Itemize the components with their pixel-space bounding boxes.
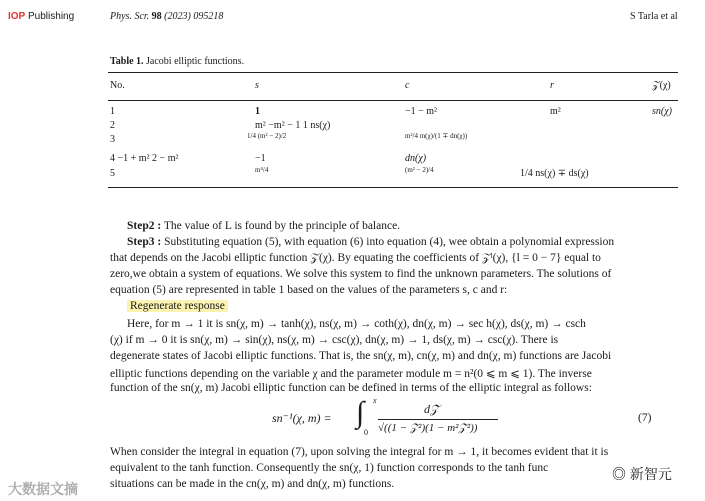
fraction-bar: [378, 419, 498, 420]
journal-name: Phys. Scr.: [110, 11, 150, 22]
table-cell-r: m²: [550, 106, 561, 117]
watermark-right: [608, 462, 676, 486]
text-line: that depends on the Jacobi elliptic function 𝒵(χ). By equating the coefficients of 𝒵ˡ(χ), {l = 0 − 7} equal to: [110, 252, 601, 264]
journal-volume: 98: [151, 11, 162, 22]
equation-number: (7): [638, 412, 652, 424]
equation-denominator: √((1 − 𝒵²)(1 − m²𝒵²)): [378, 422, 478, 434]
step2-label: Step2 :: [127, 220, 162, 232]
table-cell-c: −1 − m²: [405, 106, 438, 117]
watermark-right-text: 新智元: [629, 466, 672, 482]
journal-citation: [110, 11, 223, 22]
table-cell-c: dn(χ): [405, 153, 427, 164]
text-line: elliptic functions depending on the variable χ and the parameter module m = n²(0 ⩽ m ⩽ 1). The inverse: [110, 368, 592, 380]
journal-issue: (2023) 095218: [164, 11, 224, 22]
table-header-rule: [108, 100, 678, 101]
watermark-left: 大数据文摘: [8, 481, 78, 497]
table-cell-r: 1/4 ns(χ) ∓ ds(χ): [520, 168, 589, 179]
table-cell-no: 1: [110, 106, 115, 117]
text-line: equation (5) are represented in table 1 based on the values of the parameters s, c and r:: [110, 284, 508, 296]
table-cell-s: m² −m² − 1 1 ns(χ): [255, 120, 331, 131]
text-line: degenerate states of Jacobi elliptic functions. That is, the sn(χ, m), cn(χ, m) and dn(χ, m) functions are Jacobi: [110, 350, 612, 362]
step3-text: Substituting equation (5), with equation (6) into equation (4), wee obtain a polynomial expression: [161, 236, 615, 248]
text-line: function of the sn(χ, m) Jacobi elliptic function can be defined in terms of the elliptic integral as follows:: [110, 382, 592, 394]
table-cell-no: 5: [110, 168, 115, 179]
integral-upper-limit: x: [373, 396, 377, 405]
table-cell-s: −1: [255, 153, 266, 164]
table-cell-z: sn(χ): [652, 106, 672, 117]
regenerate-response-highlight: Regenerate response: [127, 300, 228, 312]
step2-text: The value of L is found by the principle of balance.: [161, 220, 401, 232]
text-line: situations can be made in the cn(χ, m) and dn(χ, m) functions.: [110, 478, 395, 490]
publisher-logo: [8, 11, 74, 22]
table-cell-s: m⁴/4: [255, 166, 269, 174]
table-bottom-rule: [108, 187, 678, 188]
table-cell-no: 2: [110, 120, 115, 131]
table-header-s: s: [255, 80, 259, 91]
authors-text: S Tarla et al: [630, 11, 678, 22]
step2-paragraph: [127, 220, 400, 232]
chat-bubble-icon: ◎: [612, 466, 626, 482]
table-header-r: r: [550, 80, 554, 91]
equation-numerator: d𝒵: [424, 402, 440, 416]
publisher-logo-iop: IOP: [8, 11, 26, 22]
step3-paragraph: [127, 236, 614, 248]
text-line: (χ) if m → 0 it is sn(χ, m) → sin(χ), ns(χ, m) → csc(χ), dn(χ, m) → 1, ds(χ, m) → csc(χ). There is: [110, 334, 559, 346]
table-top-rule: [108, 72, 678, 73]
table-caption-label: Table 1.: [110, 56, 144, 67]
table-header-z: 𝒵(χ): [652, 80, 671, 91]
equation-lhs: sn⁻¹(χ, m) =: [272, 411, 332, 425]
text-line: zero,we obtain a system of equations. We solve this system to find the unknown parameters. The solutions of: [110, 268, 612, 280]
table-cell-no: 3: [110, 134, 115, 145]
table-header-no: No.: [110, 80, 125, 91]
integral-sign: ∫: [356, 396, 365, 429]
integral-lower-limit: 0: [364, 428, 368, 437]
text-line: equivalent to the tanh function. Consequently the sn(χ, 1) function corresponds to the tanh func: [110, 462, 549, 474]
table-caption-text: Jacobi elliptic functions.: [146, 56, 245, 67]
table-cell-c: m²/4 m(χ)/(1 ∓ dn(χ)): [405, 132, 468, 140]
table-cell-no: 4 −1 + m² 2 − m²: [110, 153, 179, 164]
authors: [630, 11, 678, 22]
table-cell-s: 1/4 (m² − 2)/2: [247, 132, 287, 140]
text-line: Here, for m → 1 it is sn(χ, m) → tanh(χ), ns(χ, m) → coth(χ), dn(χ, m) → sec h(χ), ds(χ, m) → csch: [127, 318, 586, 330]
table-cell-s: 1: [255, 106, 260, 117]
text-line: When consider the integral in equation (7), upon solving the integral for m → 1, it becomes evident that it is: [110, 446, 609, 458]
table-cell-c: (m² − 2)/4: [405, 166, 434, 174]
step3-label: Step3 :: [127, 236, 162, 248]
table-caption: [110, 56, 244, 67]
publisher-logo-text: Publishing: [28, 11, 75, 22]
table-header-c: c: [405, 80, 410, 91]
